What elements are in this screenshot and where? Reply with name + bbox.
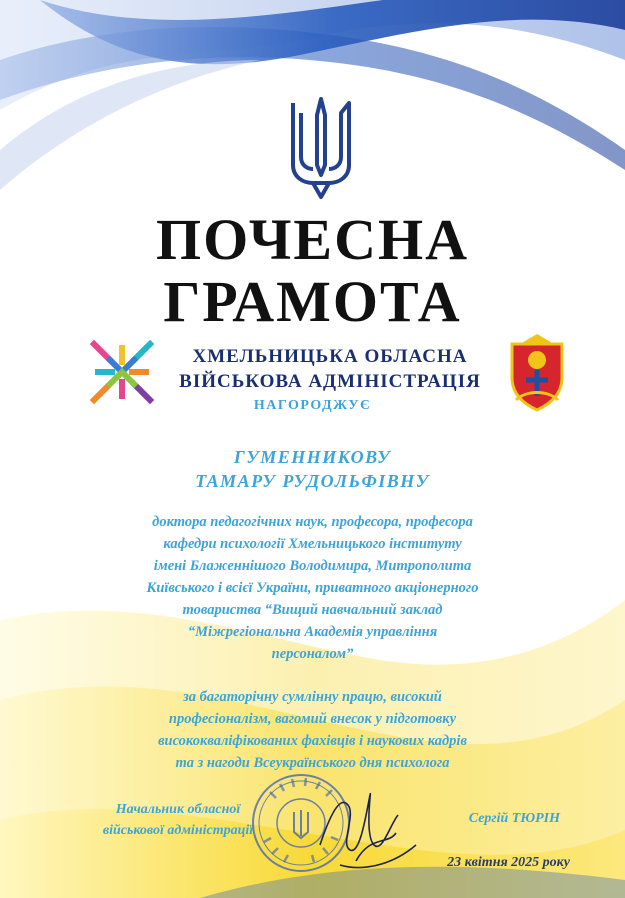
description-line: доктора педагогічних наук, професора, професора	[152, 514, 473, 530]
awards-label: НАГОРОДЖУЄ	[253, 398, 372, 413]
organization-line1: ХМЕЛЬНИЦЬКА ОБЛАСНА	[192, 346, 468, 367]
khmelnytskyi-ornament-icon	[88, 338, 156, 406]
description-line: кафедри психології Хмельницького інституту	[163, 536, 462, 552]
reason-line: професіоналізм, вагомий внесок у підготовку	[168, 711, 457, 727]
description-line: товариства “Вищий навчальний заклад	[182, 602, 443, 618]
description-line: персоналом”	[271, 646, 354, 662]
reason-line: висококваліфікованих фахівців і наукових кадрів	[158, 733, 467, 749]
recipient-surname: ГУМЕННИКОВУ	[233, 447, 392, 467]
description-line: “Міжрегіональна Академія управління	[187, 624, 438, 640]
signer-title-line: військової адміністрації	[102, 823, 254, 838]
signer-title-line: Начальник обласної	[115, 802, 241, 817]
organization-line2: ВІЙСЬКОВА АДМІНІСТРАЦІЯ	[179, 371, 481, 392]
certificate-title-line2: ГРАМОТА	[163, 269, 462, 334]
award-reason	[0, 686, 625, 774]
recipient-description	[0, 511, 625, 665]
certificate-title-line1: ПОЧЕСНА	[156, 207, 469, 272]
ukrainian-trident-icon	[289, 95, 353, 200]
signer-title	[88, 799, 268, 841]
reason-line: за багаторічну сумлінну працю, високий	[183, 689, 442, 705]
signer-name: Сергій ТЮРІН	[468, 811, 560, 826]
description-line: Київського і всієї України, приватного акціонерного	[146, 580, 479, 596]
award-date: 23 квітня 2025 року	[447, 855, 570, 870]
recipient-given-names: ТАМАРУ РУДОЛЬФІВНУ	[195, 471, 430, 491]
description-line: імені Блаженнішого Володимира, Митрополита	[153, 558, 472, 574]
reason-line: та з нагоди Всеукраїнського дня психолога	[175, 755, 450, 771]
